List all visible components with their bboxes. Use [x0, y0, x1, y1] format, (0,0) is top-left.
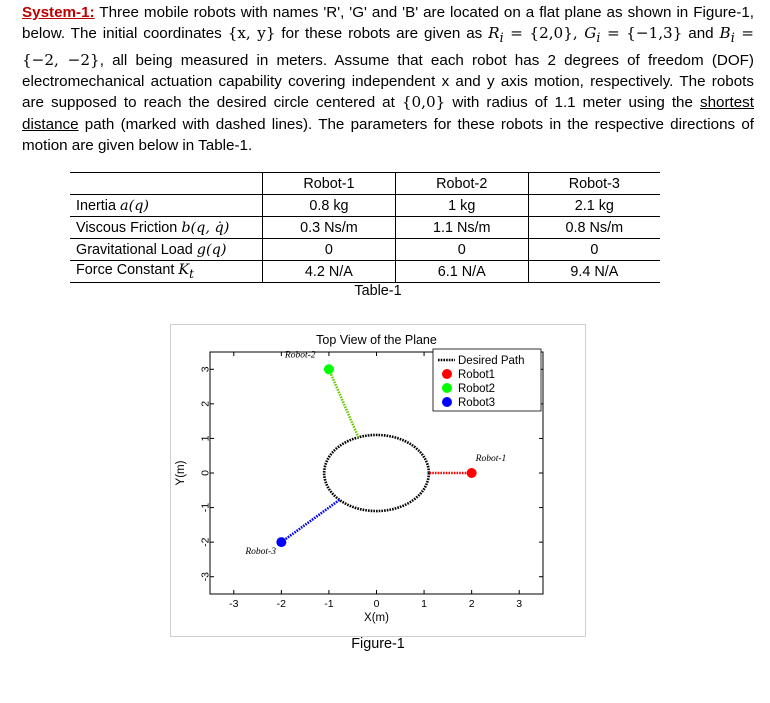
- table-header-row: [70, 173, 660, 195]
- math-run: {0,0}: [401, 93, 446, 112]
- robot-label: Robot-2: [284, 350, 316, 361]
- legend-label: Robot1: [458, 369, 496, 381]
- robot-marker-robot1: [467, 468, 477, 478]
- math-run: i: [499, 30, 504, 46]
- table-header: Robot-2: [395, 173, 528, 195]
- problem-statement: [22, 2, 754, 156]
- table-cell: 1.1 Ns/m: [395, 217, 528, 239]
- row-label: Viscous Friction b(q, q̇): [70, 217, 263, 239]
- math-run: G: [584, 24, 597, 43]
- table-row: [70, 195, 660, 217]
- row-label: Force Constant $K_t$: [70, 261, 263, 283]
- y-tick-label: -1: [199, 502, 212, 513]
- chart-title: Top View of the Plane: [316, 333, 437, 347]
- table-cell: 0.8 kg: [263, 195, 396, 217]
- table-row: [70, 261, 660, 283]
- math-run: {x, y}: [227, 24, 276, 43]
- text-run: Three mobile robots with names 'R', 'G' and 'B' are located on a flat plane as shown in Figure-1, below. The initial coordinates: [22, 4, 754, 43]
- text-run: and: [682, 25, 720, 43]
- row-label: Inertia a(q): [70, 195, 263, 217]
- x-tick-label: 0: [373, 598, 380, 610]
- text-run: for these robots are given as: [275, 25, 489, 43]
- underlined-text: shortest distance: [22, 94, 754, 133]
- table-row: [70, 239, 660, 261]
- y-tick-label: 3: [199, 366, 212, 373]
- table-cell: 0: [263, 239, 396, 261]
- table-cell: 1 kg: [395, 195, 528, 217]
- y-tick-label: 1: [199, 435, 212, 442]
- table-cell: 4.2 N/A: [263, 261, 396, 283]
- table-caption: Table-1: [354, 283, 402, 299]
- y-tick-label: 0: [199, 470, 212, 476]
- x-tick-label: 3: [516, 598, 523, 610]
- robot-marker-robot3: [276, 537, 286, 547]
- table-header: Robot-3: [528, 173, 660, 195]
- table-cell: 0: [528, 239, 660, 261]
- desired-path-circle: [324, 435, 429, 511]
- table-row: [70, 217, 660, 239]
- x-tick-label: -1: [324, 598, 334, 610]
- table-cell: 2.1 kg: [528, 195, 660, 217]
- math-run: R: [488, 24, 500, 43]
- robot-marker-robot2: [324, 364, 334, 374]
- legend-swatch-robot1: [442, 369, 452, 379]
- table-cell: 0.8 Ns/m: [528, 217, 660, 239]
- parameter-table: [70, 172, 660, 283]
- text-run: with radius of 1.1 meter using the: [445, 94, 700, 112]
- robot-label: Robot-3: [245, 547, 276, 558]
- robot-label: Robot-1: [475, 454, 507, 464]
- figure-caption: Figure-1: [351, 636, 405, 652]
- table-cell: 6.1 N/A: [395, 261, 528, 283]
- table-cell: 9.4 N/A: [528, 261, 660, 283]
- text-run: , all being measured in meters. Assume that each robot has 2 degrees of freedom (DOF) electromechanical actuation capability covering independent x and y axis motion, respectively. The robots are supposed to reach the desired circle centered at: [22, 51, 754, 112]
- legend-label: Robot3: [458, 397, 496, 409]
- y-tick-label: -3: [199, 572, 212, 582]
- scatter-plot: [171, 325, 585, 636]
- table-header: Robot-1: [263, 173, 396, 195]
- robot-path-robot3: [281, 500, 339, 542]
- x-tick-label: 1: [421, 598, 427, 610]
- math-run: = {2,0},: [503, 24, 585, 43]
- legend-label: Robot2: [458, 383, 496, 395]
- x-tick-label: 2: [468, 598, 475, 610]
- text-run: path (marked with dashed lines). The parameters for these robots in the respective directions of motion are given below in Table-1.: [22, 115, 754, 154]
- row-label: Gravitational Load g(q): [70, 239, 263, 261]
- x-tick-label: -2: [276, 598, 287, 610]
- math-run: = {−2, −2}: [22, 24, 754, 69]
- math-run: i: [596, 30, 601, 46]
- math-run: B: [719, 24, 731, 43]
- legend-label: Desired Path: [458, 355, 525, 367]
- robot-path-robot2: [329, 369, 358, 437]
- legend-swatch-robot3: [442, 397, 452, 407]
- figure-frame: [170, 324, 586, 637]
- table-cell: 0: [395, 239, 528, 261]
- x-tick-label: -3: [229, 598, 239, 610]
- y-tick-label: -2: [199, 537, 212, 547]
- y-axis-label: Y(m): [175, 460, 187, 486]
- legend-swatch-robot2: [442, 383, 452, 393]
- y-tick-label: 2: [199, 400, 212, 407]
- header-empty-cell: [70, 173, 263, 195]
- math-run: = {−1,3}: [600, 24, 683, 43]
- system-heading: System-1:: [22, 4, 95, 21]
- x-axis-label: X(m): [364, 612, 389, 624]
- table-cell: 0.3 Ns/m: [263, 217, 396, 239]
- math-run: i: [730, 30, 735, 46]
